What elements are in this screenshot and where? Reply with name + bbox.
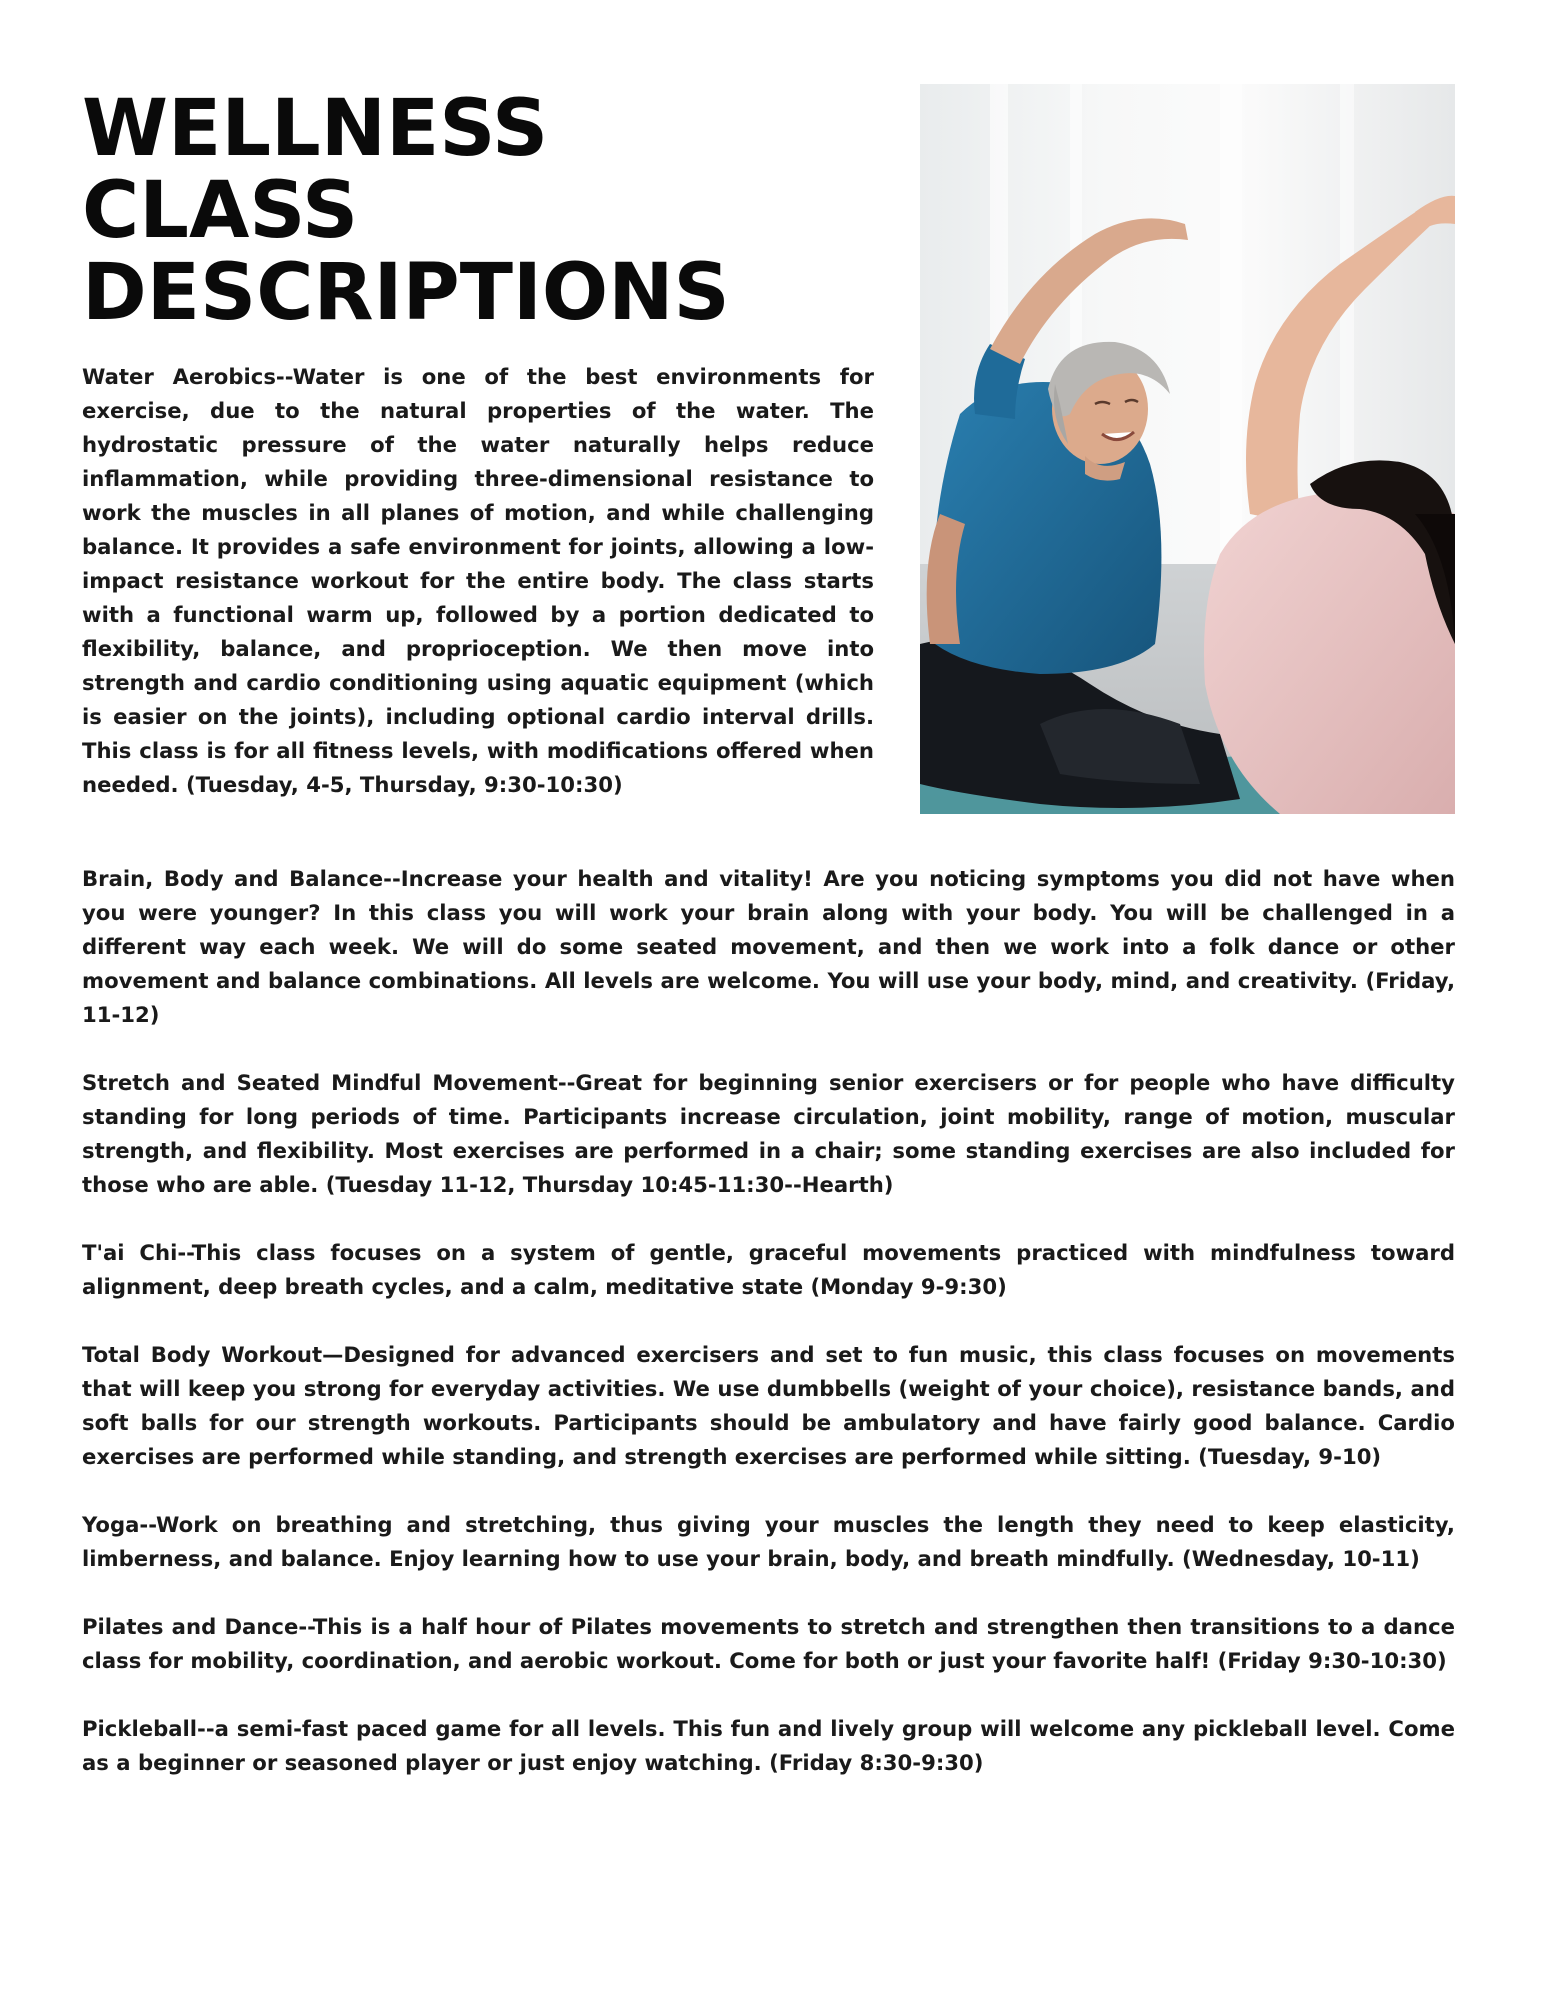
- class-description-stretch-seated: Stretch and Seated Mindful Movement--Great for beginning senior exercisers or for people who have difficulty standing for long periods of time. Participants increase circulation, joint mobility, range of motion, muscular strength, and flexibility. Most exercises are performed in a chair; some standing exercises are also included for those who are able. (Tuesday 11-12, Thursday 10:45-11:30--Hearth): [82, 1070, 1455, 1197]
- class-description-total-body-workout: Total Body Workout—Designed for advanced exercisers and set to fun music, this class focuses on movements that will keep you strong for everyday activities. We use dumbbells (weight of your choice), resistance bands, and soft balls for our strength workouts. Participants should be ambulatory and have fairly good balance. Cardio exercises are performed while standing, and strength exercises are performed while sitting. (Tuesday, 9-10): [82, 1342, 1455, 1469]
- water-aerobics-section: [82, 360, 874, 802]
- exercise-photo: [920, 84, 1455, 814]
- stretching-women-illustration: [920, 84, 1455, 814]
- class-description-water-aerobics: Water Aerobics--Water is one of the best environments for exercise, due to the natural properties of the water. The hydrostatic pressure of the water naturally helps reduce inflammation, while providing three-dimensional resistance to work the muscles in all planes of motion, and while challenging balance. It provides a safe environment for joints, allowing a low-impact resistance workout for the entire body. The class starts with a functional warm up, followed by a portion dedicated to flexibility, balance, and proprioception. We then move into strength and cardio conditioning using aquatic equipment (which is easier on the joints), including optional cardio interval drills. This class is for all fitness levels, with modifications offered when needed. (Tuesday, 4-5, Thursday, 9:30-10:30): [82, 364, 874, 797]
- page-title: [82, 84, 862, 338]
- class-description-brain-body-balance: Brain, Body and Balance--Increase your health and vitality! Are you noticing symptoms you did not have when you were younger? In this class you will work your brain along with your body. You will be challenged in a different way each week. We will do some seated movement, and then we work into a folk dance or other movement and balance combinations. All levels are welcome. You will use your body, mind, and creativity. (Friday, 11-12): [82, 866, 1455, 1027]
- class-description-pickleball: Pickleball--a semi-fast paced game for all levels. This fun and lively group will welcome any pickleball level. Come as a beginner or seasoned player or just enjoy watching. (Friday 8:30-9:30): [82, 1716, 1455, 1775]
- class-descriptions-list: [82, 862, 1455, 1814]
- title-line-1: WELLNESS: [82, 84, 549, 174]
- title-line-3: DESCRIPTIONS: [82, 248, 730, 338]
- class-description-tai-chi: T'ai Chi--This class focuses on a system of gentle, graceful movements practiced with mindfulness toward alignment, deep breath cycles, and a calm, meditative state (Monday 9-9:30): [82, 1240, 1455, 1299]
- title-line-2: CLASS: [82, 166, 359, 256]
- class-description-yoga: Yoga--Work on breathing and stretching, thus giving your muscles the length they need to keep elasticity, limberness, and balance. Enjoy learning how to use your brain, body, and breath mindfully. (Wednesday, 10-11): [82, 1512, 1455, 1571]
- class-description-pilates-dance: Pilates and Dance--This is a half hour of Pilates movements to stretch and strengthen then transitions to a dance class for mobility, coordination, and aerobic workout. Come for both or just your favorite half! (Friday 9:30-10:30): [82, 1614, 1455, 1673]
